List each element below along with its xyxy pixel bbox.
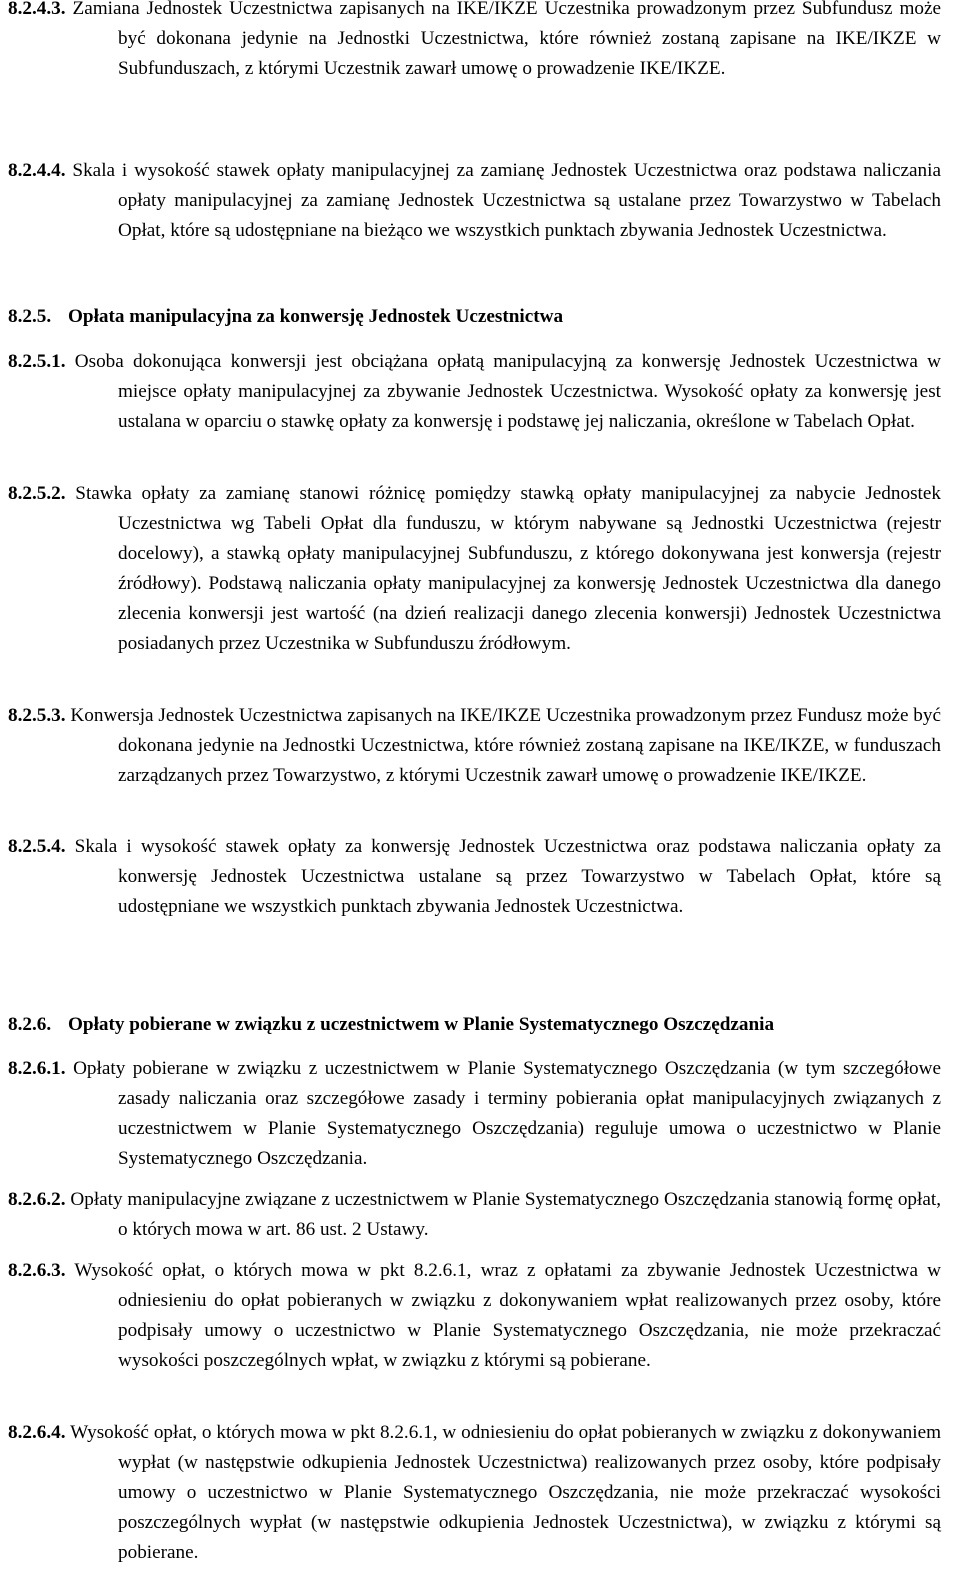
section-number: 8.2.5. bbox=[8, 306, 52, 327]
paragraph-number: 8.2.5.2. bbox=[8, 483, 66, 504]
paragraph-text: Opłaty pobierane w związku z uczestnictwem w Planie Systematycznego Oszczędzania (w tym szczegółowe zasady naliczania oraz szczegółowe zasady i terminy pobierania opłat manipulacyjnych związanych z uczestnictwem w Planie Systematycznego Oszczędzania) reguluje umowa o uczestnictwo w Planie Systematycznego Oszczędzania. bbox=[73, 1058, 941, 1169]
paragraph-text: Wysokość opłat, o których mowa w pkt 8.2.6.1, wraz z opłatami za zbywanie Jednostek Uczestnictwa w odniesieniu do opłat pobieranych w związku z dokonywaniem wpłat realizowanych przez osoby, które podpisały umowy o uczestnictwo w Planie Systematycznego Oszczędzania, nie może przekraczać wysokości poszczególnych wpłat, w związku z którymi są pobierane. bbox=[74, 1260, 941, 1371]
paragraph-text: Opłaty manipulacyjne związane z uczestnictwem w Planie Systematycznego Oszczędzania stanowią formę opłat, o których mowa w art. 86 ust. 2 Ustawy. bbox=[70, 1189, 942, 1240]
paragraph-8-2-6-3 bbox=[8, 1256, 941, 1376]
paragraph-number: 8.2.5.1. bbox=[8, 351, 66, 372]
section-heading-8-2-6 bbox=[8, 1010, 941, 1040]
section-number: 8.2.6. bbox=[8, 1014, 52, 1035]
paragraph-8-2-5-1 bbox=[8, 347, 941, 437]
paragraph-number: 8.2.4.4. bbox=[8, 160, 66, 181]
paragraph-8-2-6-4 bbox=[8, 1418, 941, 1568]
paragraph-number: 8.2.5.3. bbox=[8, 705, 66, 726]
paragraph-number: 8.2.5.4. bbox=[8, 836, 66, 857]
paragraph-8-2-6-2 bbox=[8, 1185, 941, 1245]
section-heading-8-2-5 bbox=[8, 302, 941, 332]
paragraph-number: 8.2.6.1. bbox=[8, 1058, 66, 1079]
paragraph-8-2-5-2 bbox=[8, 479, 941, 659]
paragraph-number: 8.2.6.2. bbox=[8, 1189, 66, 1210]
section-title: Opłaty pobierane w związku z uczestnictwem w Planie Systematycznego Oszczędzania bbox=[68, 1014, 775, 1035]
paragraph-number: 8.2.6.4. bbox=[8, 1422, 66, 1443]
paragraph-8-2-4-3 bbox=[8, 0, 941, 84]
paragraph-number: 8.2.6.3. bbox=[8, 1260, 66, 1281]
paragraph-text: Skala i wysokość stawek opłaty za konwersję Jednostek Uczestnictwa oraz podstawa naliczania opłaty za konwersję Jednostek Uczestnictwa ustalane są przez Towarzystwo w Tabelach Opłat, które są udostępniane we wszystkich punktach zbywania Jednostek Uczestnictwa. bbox=[74, 836, 941, 917]
paragraph-text: Konwersja Jednostek Uczestnictwa zapisanych na IKE/IKZE Uczestnika prowadzonym przez Fundusz może być dokonana jedynie na Jednostki Uczestnictwa, które również zostaną zapisane na IKE/IKZE, w funduszach zarządzanych przez Towarzystwo, z którymi Uczestnik zawarł umowę o prowadzenie IKE/IKZE. bbox=[70, 705, 942, 786]
paragraph-text: Wysokość opłat, o których mowa w pkt 8.2.6.1, w odniesieniu do opłat pobieranych w związku z dokonywaniem wypłat (w następstwie odkupienia Jednostek Uczestnictwa) realizowanych przez osoby, które podpisały umowy o uczestnictwo w Planie Systematycznego Oszczędzania, nie może przekraczać wysokości poszczególnych wypłat (w następstwie odkupienia Jednostek Uczestnictwa), w związku z którymi są pobierane. bbox=[70, 1422, 942, 1563]
paragraph-text: Zamiana Jednostek Uczestnictwa zapisanych na IKE/IKZE Uczestnika prowadzonym przez Subfundusz może być dokonana jedynie na Jednostki Uczestnictwa, które również zostaną zapisane na IKE/IKZE w Subfunduszach, z którymi Uczestnik zawarł umowę o prowadzenie IKE/IKZE. bbox=[72, 0, 941, 79]
paragraph-text: Skala i wysokość stawek opłaty manipulacyjnej za zamianę Jednostek Uczestnictwa oraz podstawa naliczania opłaty manipulacyjnej za zamianę Jednostek Uczestnictwa są ustalane przez Towarzystwo w Tabelach Opłat, które są udostępniane na bieżąco we wszystkich punktach zbywania Jednostek Uczestnictwa. bbox=[72, 160, 941, 241]
section-title: Opłata manipulacyjna za konwersję Jednostek Uczestnictwa bbox=[68, 306, 564, 327]
paragraph-number: 8.2.4.3. bbox=[8, 0, 66, 19]
paragraph-8-2-5-3 bbox=[8, 701, 941, 791]
paragraph-text: Stawka opłaty za zamianę stanowi różnicę pomiędzy stawką opłaty manipulacyjnej za nabycie Jednostek Uczestnictwa wg Tabeli Opłat dla funduszu, w którym nabywane są Jednostki Uczestnictwa (rejestr docelowy), a stawką opłaty manipulacyjnej Subfunduszu, z którego dokonywana jest konwersja (rejestr źródłowy). Podstawą naliczania opłaty manipulacyjnej za konwersję Jednostek Uczestnictwa dla danego zlecenia konwersji jest wartość (na dzień realizacji danego zlecenia konwersji) Jednostek Uczestnictwa posiadanych przez Uczestnika w Subfunduszu źródłowym. bbox=[75, 483, 941, 654]
paragraph-8-2-5-4 bbox=[8, 832, 941, 922]
paragraph-text: Osoba dokonująca konwersji jest obciążana opłatą manipulacyjną za konwersję Jednostek Uczestnictwa w miejsce opłaty manipulacyjnej za zbywanie Jednostek Uczestnictwa. Wysokość opłaty za konwersję jest ustalana w oparciu o stawkę opłaty za konwersję i podstawę jej naliczania, określone w Tabelach Opłat. bbox=[74, 351, 941, 432]
paragraph-8-2-6-1 bbox=[8, 1054, 941, 1174]
paragraph-8-2-4-4 bbox=[8, 156, 941, 246]
